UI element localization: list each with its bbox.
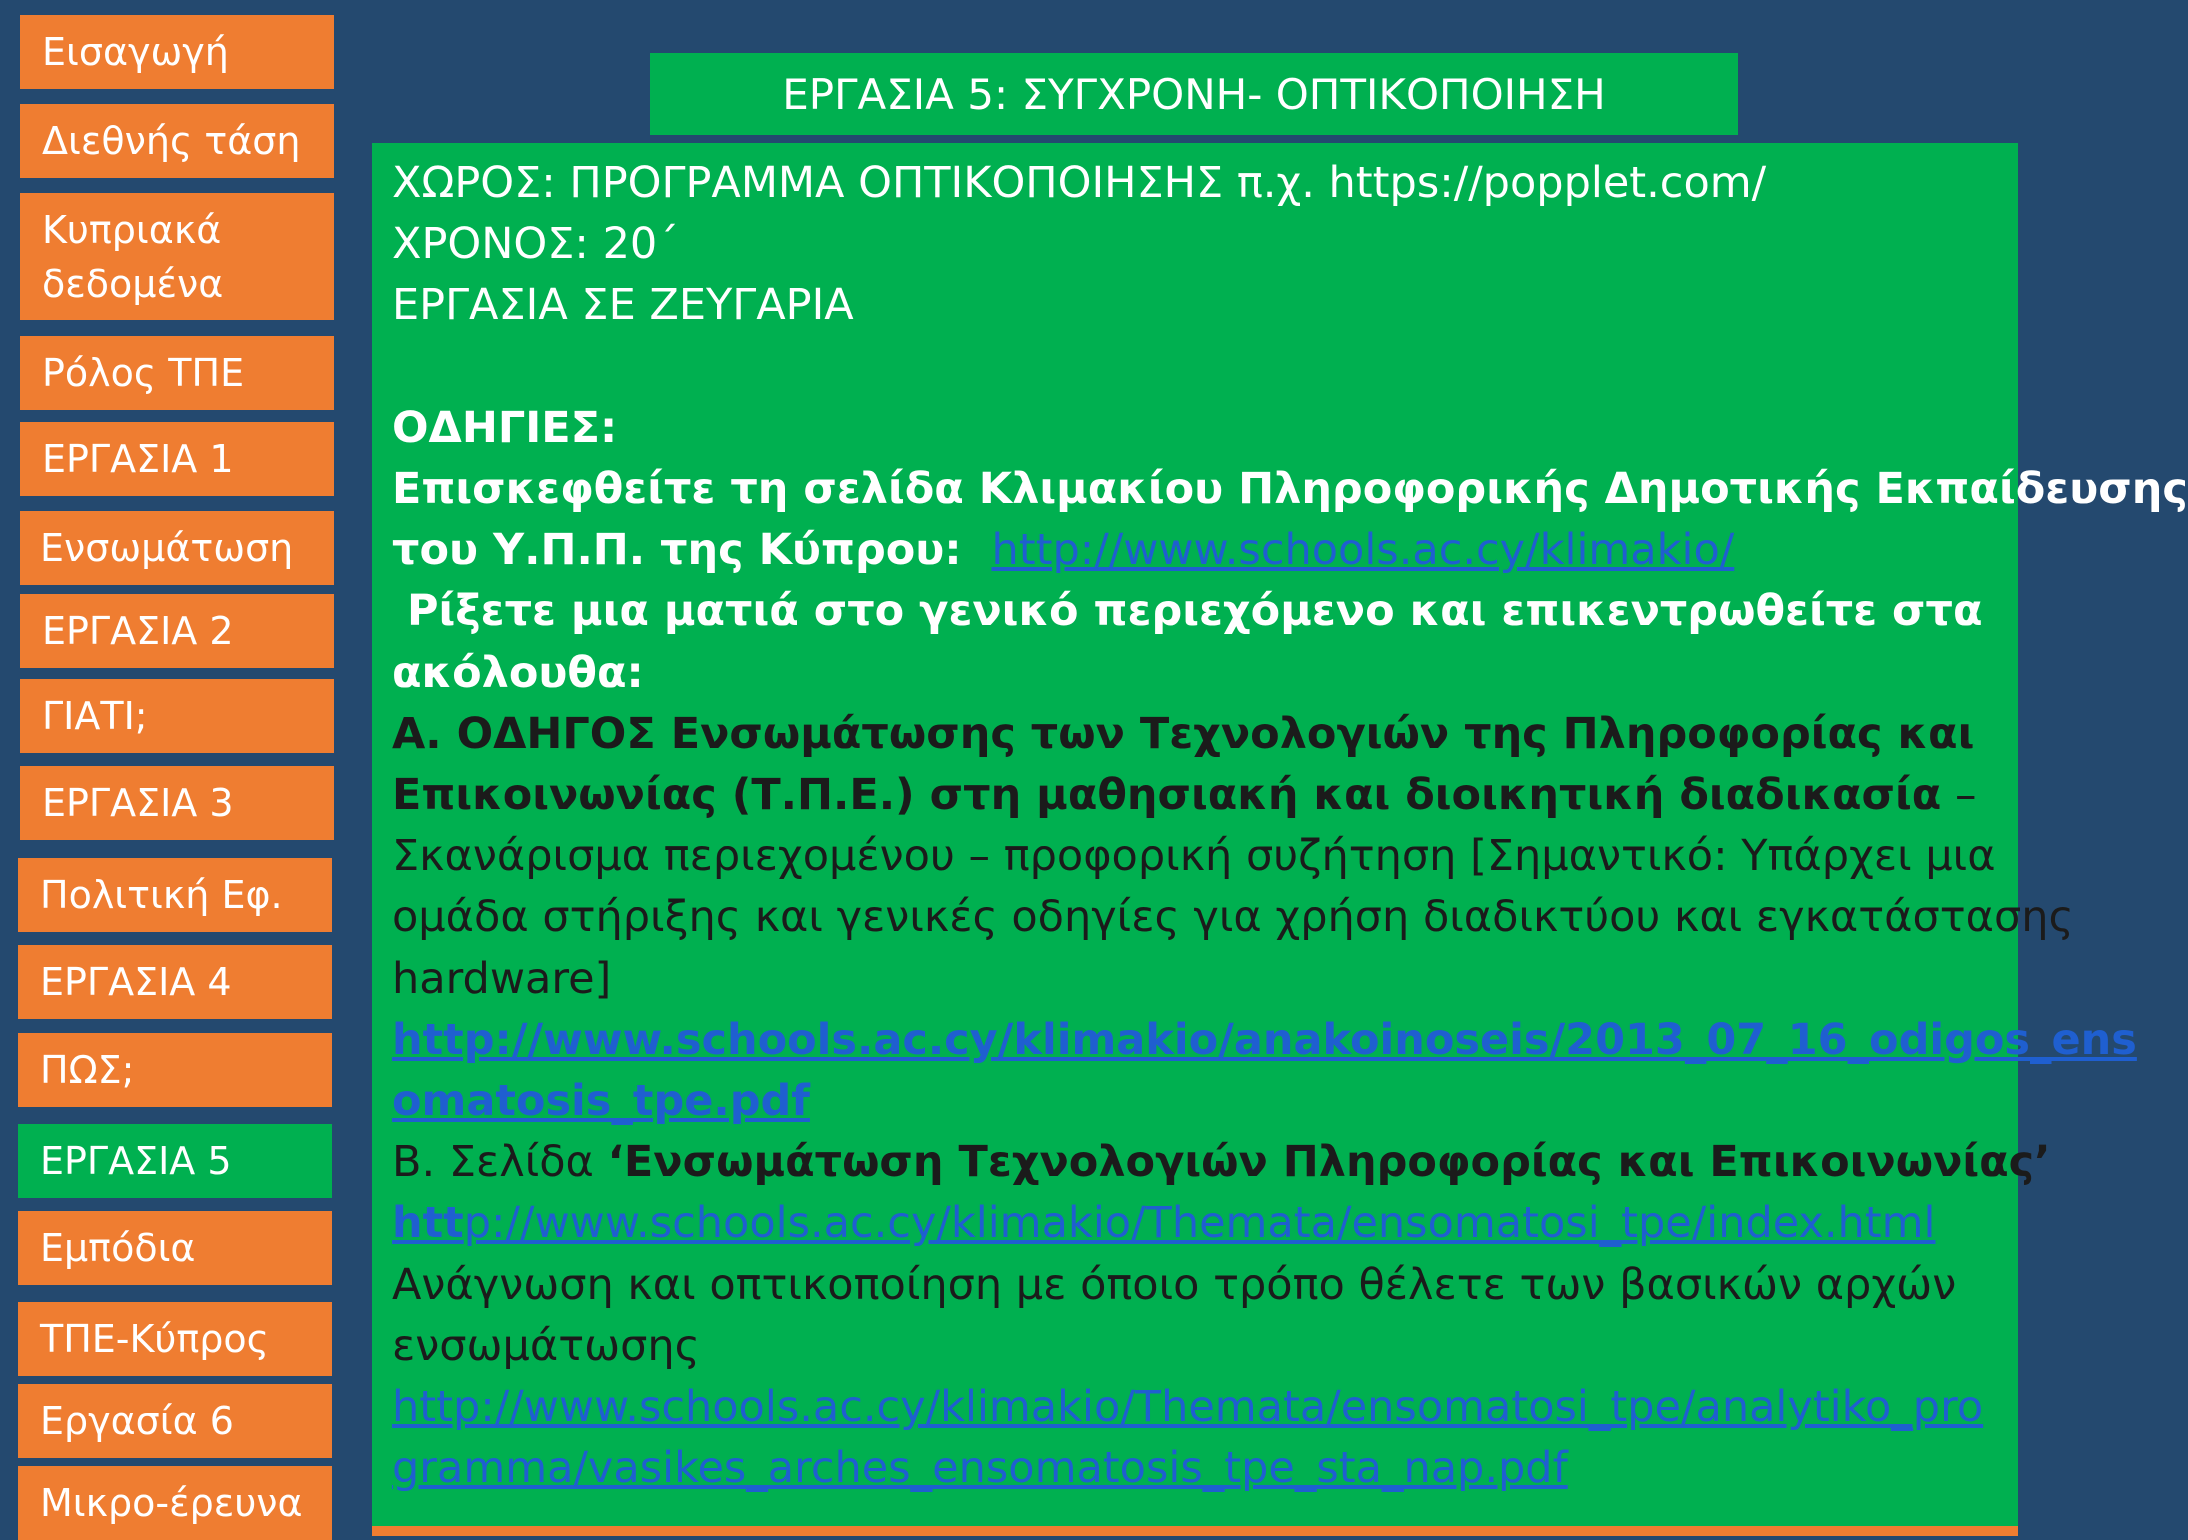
sidebar-item-tpe-kypros[interactable]: [18, 1302, 332, 1376]
visit-line-1: Επισκεφθείτε τη σελίδα Κλιμακίου Πληροφορικής Δημοτικής Εκπαίδευσης: [392, 464, 2188, 514]
page-b-link-rest: p://www.schools.ac.cy/klimakio/Themata/ensomatosi_tpe/index.html: [463, 1198, 1936, 1249]
page-b-link-bold: htt: [392, 1198, 464, 1249]
sidebar-item-label: Ρόλος ΤΠΕ: [42, 351, 245, 395]
sidebar-item-politiki-ef[interactable]: [18, 858, 332, 932]
space-line: ΧΩΡΟΣ: ΠΡΟΓΡΑΜΜΑ ΟΠΤΙΚΟΠΟΙΗΣΗΣ π.χ. https://popplet.com/: [392, 158, 1767, 208]
instructions-heading: ΟΔΗΓΙΕΣ:: [392, 402, 618, 453]
sidebar-item-empodia[interactable]: [18, 1211, 332, 1285]
sidebar-item-rolos-tpe[interactable]: [20, 336, 334, 410]
sidebar-item-label: ΕΡΓΑΣΙΑ 4: [40, 960, 232, 1004]
bottom-accent-bar: [372, 1526, 2018, 1536]
sidebar-item-label: Διεθνής τάση: [42, 119, 301, 163]
guide-a-dash: –: [1941, 770, 1977, 821]
guide-a-title: Επικοινωνίας (Τ.Π.Ε.) στη μαθησιακή και διοικητική διαδικασία: [392, 770, 1942, 821]
sidebar-item-label: ΕΡΓΑΣΙΑ 3: [42, 781, 234, 825]
time-line: ΧΡΟΝΟΣ: 20΄: [392, 219, 679, 270]
page-b-title: ‘Ενσωμάτωση Τεχνολογιών Πληροφορίας και Επικοινωνίας’: [607, 1137, 2051, 1188]
sidebar-item-label: Κυπριακά δεδομένα: [42, 207, 224, 306]
sidebar-item-giati[interactable]: [20, 679, 334, 753]
sidebar-item-ergasia-5[interactable]: [18, 1124, 332, 1198]
work-line: ΕΡΓΑΣΙΑ ΣΕ ΖΕΥΓΑΡΙΑ: [392, 280, 854, 331]
sidebar-item-label: ΕΡΓΑΣΙΑ 2: [42, 609, 234, 653]
sidebar-item-label: Εισαγωγή: [42, 30, 229, 74]
sidebar-item-label: ΤΠΕ-Κύπρος: [40, 1317, 269, 1361]
page-title-text: ΕΡΓΑΣΙΑ 5: ΣΥΓΧΡΟΝΗ- ΟΠΤΙΚΟΠΟΙΗΣΗ: [782, 69, 1606, 119]
sidebar-item-label: Μικρο-έρευνα: [40, 1481, 303, 1525]
sidebar-item-label: ΓΙΑΤΙ;: [42, 694, 148, 738]
visit-line-2-text: του Υ.Π.Π. της Κύπρου:: [392, 525, 992, 576]
sidebar-item-ergasia-3[interactable]: [20, 766, 334, 840]
glance-line-1: Ρίξετε μια ματιά στο γενικό περιεχόμενο και επικεντρωθείτε στα: [392, 586, 1983, 637]
guide-a-link-line-2[interactable]: omatosis_tpe.pdf: [392, 1076, 810, 1127]
guide-a-desc-2: ομάδα στήριξης και γενικές οδηγίες για χρήση διαδικτύου και εγκατάστασης: [392, 892, 2074, 943]
sidebar-item-label: Ενσωμάτωση: [40, 526, 294, 570]
page-b-link2-line-1[interactable]: http://www.schools.ac.cy/klimakio/Themata/ensomatosi_tpe/analytiko_pro: [392, 1382, 1984, 1433]
sidebar-item-ensomatosi[interactable]: [20, 511, 334, 585]
sidebar-item-label: Πολιτική Εφ.: [40, 873, 283, 917]
sidebar-item-label: Εμπόδια: [40, 1226, 196, 1270]
content-panel: [372, 143, 2188, 1536]
sidebar-item-label: ΕΡΓΑΣΙΑ 5: [40, 1139, 232, 1183]
page-b-link2-line-2[interactable]: gramma/vasikes_arches_ensomatosis_tpe_sta_nap.pdf: [392, 1443, 1568, 1494]
guide-a-desc-1: Σκανάρισμα περιεχομένου – προφορική συζήτηση [Σημαντικό: Υπάρχει μια: [392, 831, 1996, 882]
glance-line-2: ακόλουθα:: [392, 647, 644, 698]
sidebar-item-kypriaka-dedomena[interactable]: [20, 193, 334, 320]
klimakio-link[interactable]: http://www.schools.ac.cy/klimakio/: [991, 525, 1735, 576]
sidebar-item-ergasia-1[interactable]: [20, 422, 334, 496]
page-b-desc-2: ενσωμάτωσης: [392, 1320, 700, 1371]
sidebar-item-label: ΕΡΓΑΣΙΑ 1: [42, 437, 234, 481]
page-b-line: [392, 1132, 2051, 1193]
guide-a-desc-3: hardware]: [392, 953, 612, 1004]
sidebar-item-diethnis-tasi[interactable]: [20, 104, 334, 178]
guide-a-link-line-1[interactable]: http://www.schools.ac.cy/klimakio/anakoinoseis/2013_07_16_odigos_ens: [392, 1014, 2137, 1065]
sidebar-item-ergasia-2[interactable]: [20, 594, 334, 668]
guide-a-line-1: Α. ΟΔΗΓΟΣ Ενσωμάτωσης των Τεχνολογιών της Πληροφορίας και: [392, 708, 1975, 759]
page-b-desc-1: Ανάγνωση και οπτικοποίηση με όποιο τρόπο θέλετε των βασικών αρχών: [392, 1259, 1957, 1310]
page-b-prefix: Β. Σελίδα: [392, 1137, 608, 1188]
sidebar-item-mikro-erevna[interactable]: [18, 1466, 332, 1540]
page-title: [650, 53, 1738, 135]
spacer: [392, 337, 1998, 398]
sidebar-item-label: Εργασία 6: [40, 1399, 234, 1443]
sidebar-item-ergasia-6[interactable]: [18, 1384, 332, 1458]
visit-line-2: [392, 520, 1998, 581]
sidebar-item-pos[interactable]: [18, 1033, 332, 1107]
sidebar-item-eisagogi[interactable]: [20, 15, 334, 89]
guide-a-line-2: [392, 765, 1998, 826]
page-b-link[interactable]: [392, 1193, 1998, 1254]
sidebar-item-ergasia-4[interactable]: [18, 945, 332, 1019]
sidebar-item-label: ΠΩΣ;: [40, 1048, 135, 1092]
